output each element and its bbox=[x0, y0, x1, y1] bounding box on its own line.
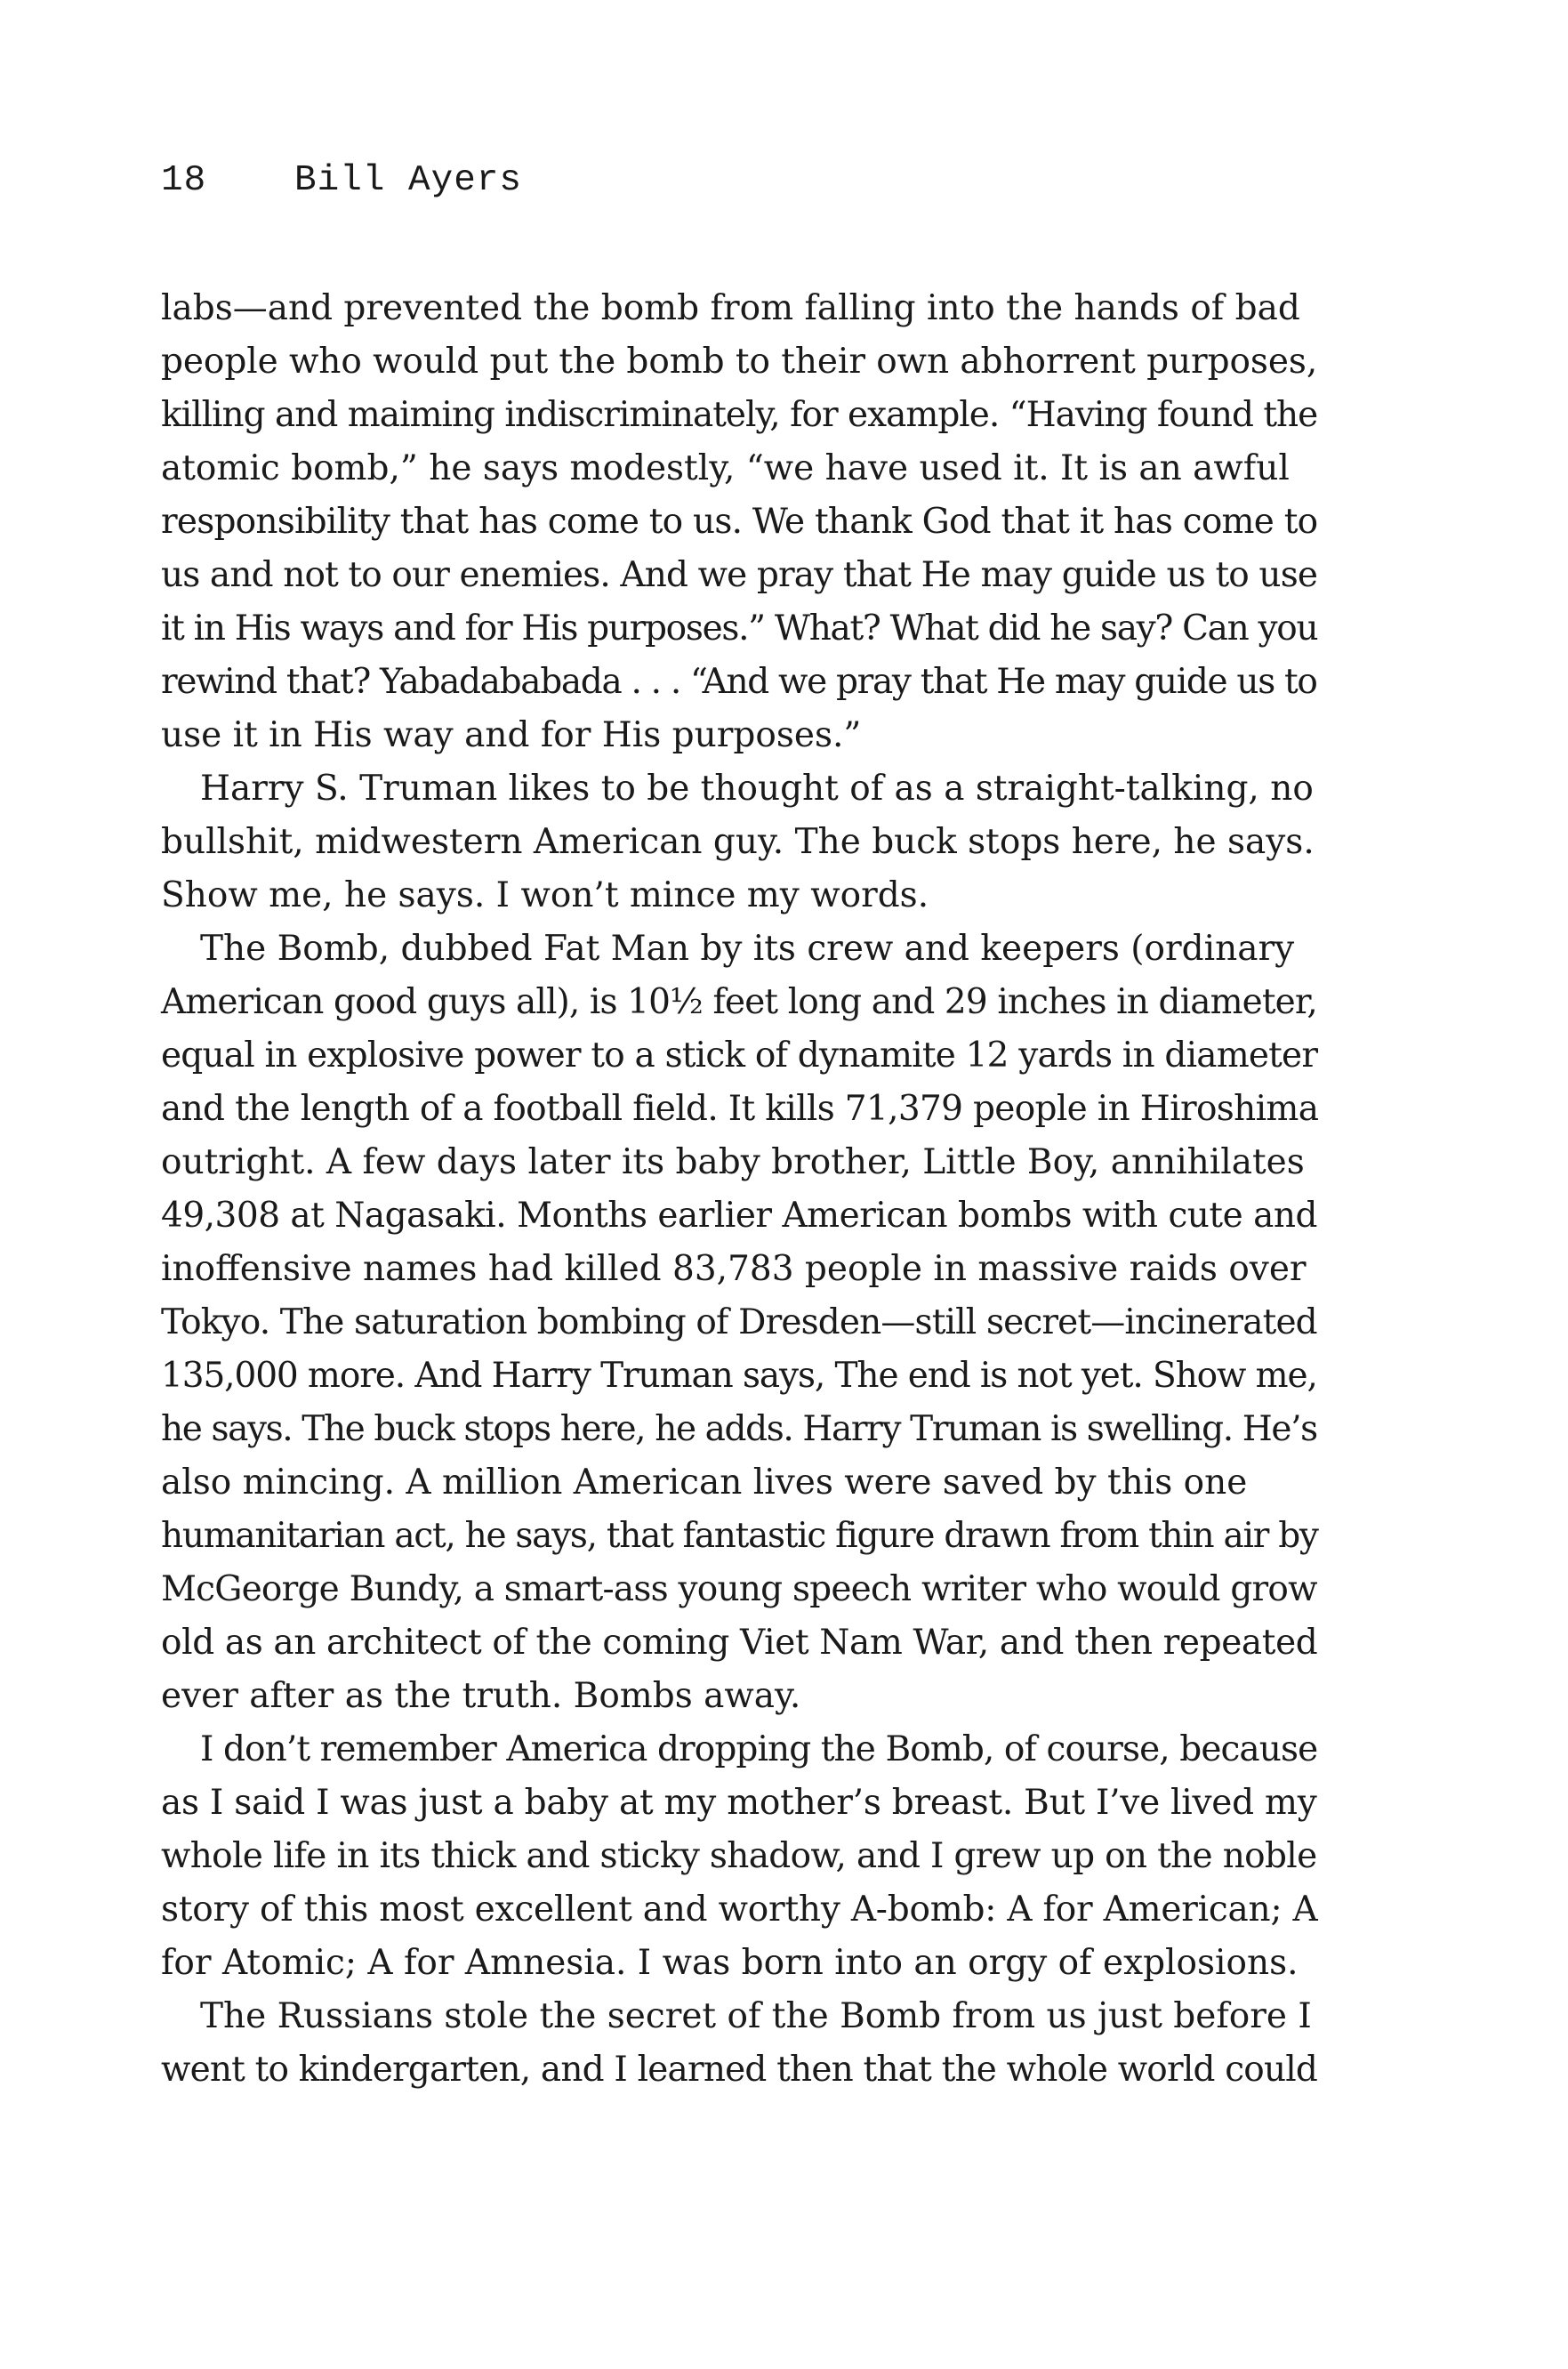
text-line: equal in explosive power to a stick of dynamite 12 yards in diameter bbox=[161, 1035, 1318, 1076]
text-line: bullshit, midwestern American guy. The buck stops here, he says. bbox=[161, 822, 1315, 862]
text-line: Show me, he says. I won’t mince my words. bbox=[161, 875, 929, 915]
text-line: people who would put the bomb to their own abhorrent purposes, bbox=[161, 342, 1318, 382]
text-line: use it in His way and for His purposes.” bbox=[161, 715, 862, 755]
text-line: whole life in its thick and sticky shadow, and I grew up on the noble bbox=[161, 1836, 1317, 1876]
text-line: outright. A few days later its baby brother, Little Boy, annihilates bbox=[161, 1142, 1305, 1182]
text-line: as I said I was just a baby at my mother’s breast. But I’ve lived my bbox=[161, 1783, 1317, 1823]
author-name: Bill Ayers bbox=[294, 160, 523, 201]
paragraph bbox=[161, 1723, 1317, 1990]
body-text bbox=[161, 282, 1317, 2097]
text-line: Harry S. Truman likes to be thought of as a straight-talking, no bbox=[200, 769, 1314, 809]
text-line: humanitarian act, he says, that fantastic figure drawn from thin air by bbox=[161, 1516, 1318, 1556]
text-line: American good guys all), is 10½ feet long and 29 inches in diameter, bbox=[161, 982, 1317, 1022]
text-line: old as an architect of the coming Viet Nam War, and then repeated bbox=[161, 1623, 1318, 1663]
text-line: for Atomic; A for Amnesia. I was born into an orgy of explosions. bbox=[161, 1943, 1299, 1983]
text-line: killing and maiming indiscriminately, for example. “Having found the bbox=[161, 395, 1318, 435]
paragraph bbox=[161, 1990, 1317, 2097]
text-line: ever after as the truth. Bombs away. bbox=[161, 1676, 801, 1716]
text-line: 135,000 more. And Harry Truman says, The end is not yet. Show me, bbox=[161, 1356, 1317, 1396]
text-line: it in His ways and for His purposes.” What? What did he say? Can you bbox=[161, 608, 1318, 649]
text-line: went to kindergarten, and I learned then that the whole world could bbox=[161, 2050, 1318, 2090]
paragraph bbox=[161, 282, 1317, 762]
text-line: The Russians stole the secret of the Bomb from us just before I bbox=[200, 1996, 1312, 2036]
text-line: McGeorge Bundy, a smart-ass young speech writer who would grow bbox=[161, 1569, 1317, 1609]
text-line: labs—and prevented the bomb from falling into the hands of bad bbox=[161, 288, 1300, 328]
text-line: us and not to our enemies. And we pray that He may guide us to use bbox=[161, 555, 1318, 595]
paragraph bbox=[161, 923, 1317, 1723]
text-line: also mincing. A million American lives were saved by this one bbox=[161, 1462, 1248, 1503]
text-line: responsibility that has come to us. We thank God that it has come to bbox=[161, 502, 1318, 542]
text-line: and the length of a football field. It kills 71,379 people in Hiroshima bbox=[161, 1089, 1319, 1129]
text-line: 49,308 at Nagasaki. Months earlier American bombs with cute and bbox=[161, 1196, 1317, 1236]
text-line: The Bomb, dubbed Fat Man by its crew and keepers (ordinary bbox=[200, 929, 1295, 969]
text-line: Tokyo. The saturation bombing of Dresden—still secret—incinerated bbox=[161, 1302, 1317, 1342]
text-line: he says. The buck stops here, he adds. Harry Truman is swelling. He’s bbox=[161, 1409, 1317, 1449]
text-line: atomic bomb,” he says modestly, “we have used it. It is an awful bbox=[161, 448, 1290, 488]
running-head bbox=[161, 158, 522, 203]
text-line: story of this most excellent and worthy A-bomb: A for American; A bbox=[161, 1890, 1318, 1930]
text-line: rewind that? Yabadababada . . . “And we pray that He may guide us to bbox=[161, 662, 1317, 702]
page-number: 18 bbox=[161, 160, 207, 201]
paragraph bbox=[161, 762, 1317, 923]
text-line: inoffensive names had killed 83,783 people in massive raids over bbox=[161, 1249, 1307, 1289]
text-line: I don’t remember America dropping the Bomb, of course, because bbox=[200, 1729, 1318, 1769]
